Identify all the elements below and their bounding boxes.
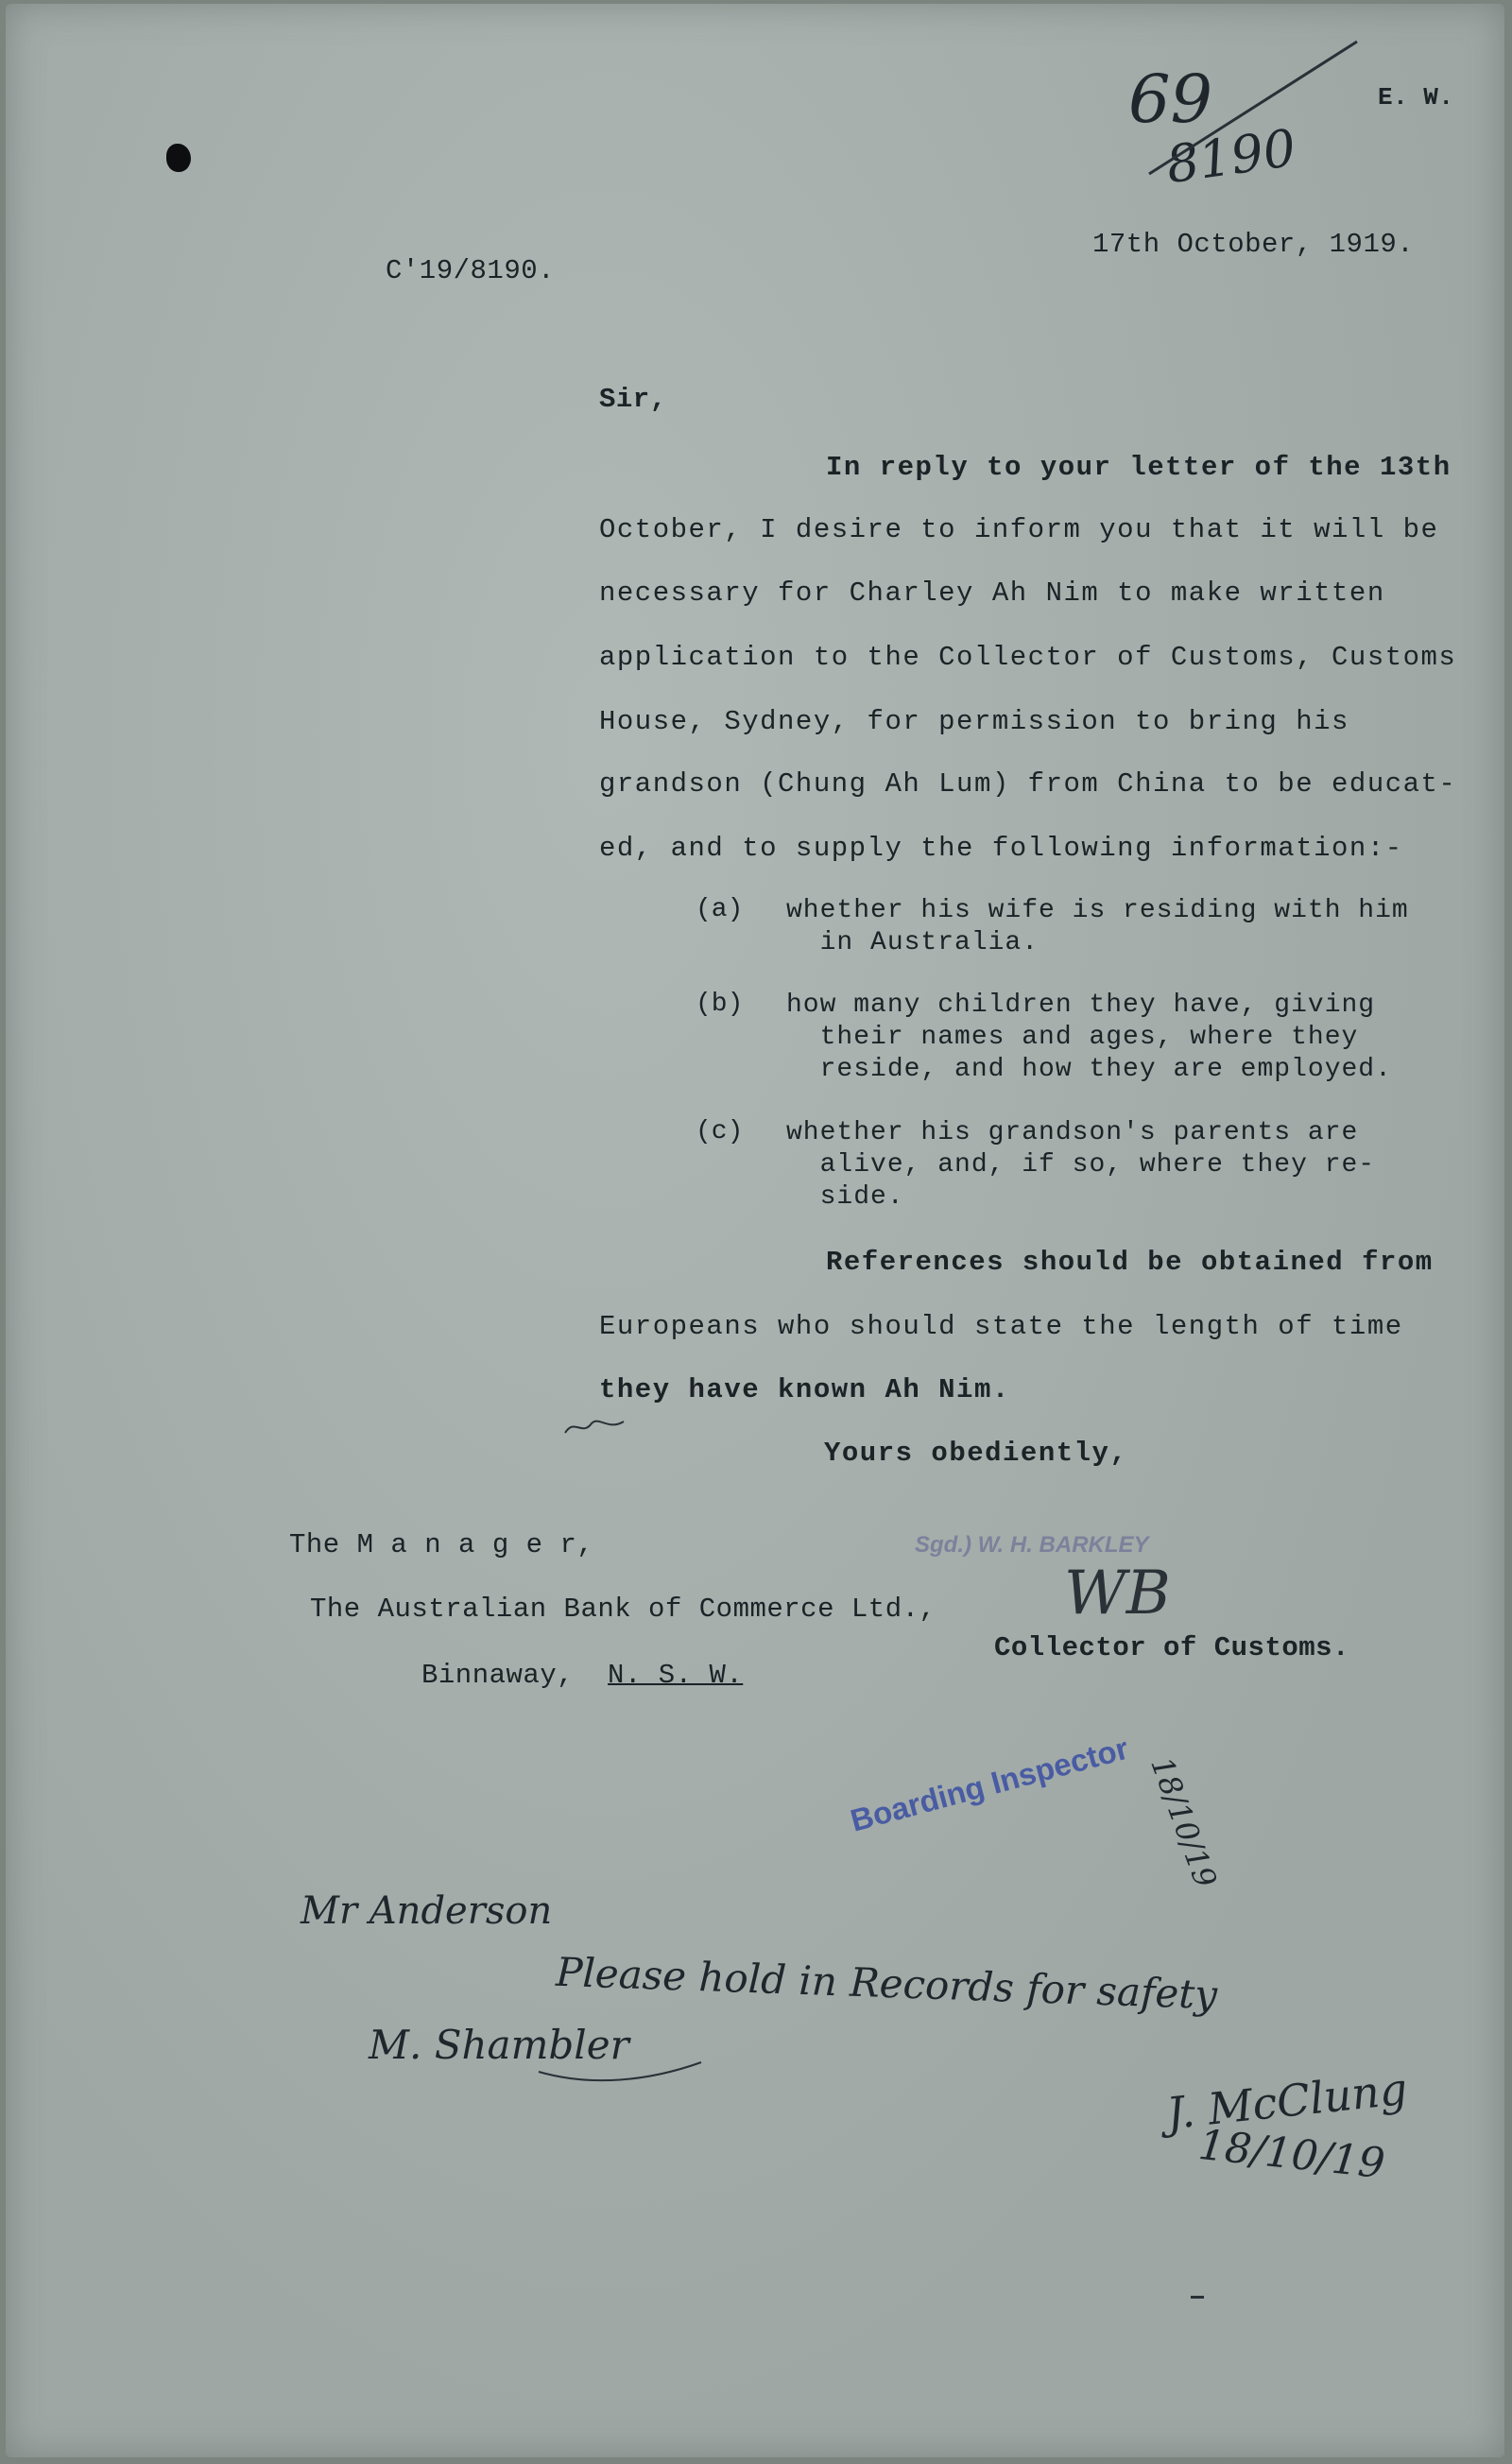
handwritten-signature-bottom: J. McClung — [1163, 2062, 1410, 2140]
signatory-title: Collector of Customs. — [994, 1632, 1349, 1663]
handwritten-note-instruction: Please hold in Records for safety — [555, 1948, 1218, 2019]
document-page — [6, 4, 1504, 2457]
references-line: References should be obtained from — [826, 1247, 1434, 1278]
handwritten-note-addressee: Mr Anderson — [301, 1889, 553, 1933]
list-label: (b) — [696, 990, 744, 1019]
signature-stamp: Sgd.) W. H. BARKLEY — [915, 1532, 1149, 1558]
body-line: ed, and to supply the following information:- — [599, 833, 1403, 864]
list-text: whether his grandson's parents are alive, and, if so, where they re- side. — [786, 1118, 1376, 1212]
letter-date: 17th October, 1919. — [1092, 229, 1415, 260]
address-town: Binnaway, — [421, 1660, 575, 1691]
handwritten-date-small: 18/10/19 — [1143, 1752, 1225, 1893]
body-line: grandson (Chung Ah Lum) from China to be educat- — [599, 768, 1457, 800]
punch-hole — [166, 144, 191, 172]
salutation: Sir, — [599, 384, 667, 415]
list-text: how many children they have, giving their names and ages, where they reside, and how they are employed. — [786, 991, 1392, 1084]
signature-initials: WB — [1064, 1559, 1171, 1628]
body-line: In reply to your letter of the 13th — [826, 452, 1452, 483]
references-line: Europeans who should state the length of time — [599, 1311, 1403, 1342]
body-line: October, I desire to inform you that it will be — [599, 514, 1439, 545]
list-label: (a) — [696, 895, 744, 924]
address-line-3 — [421, 1660, 743, 1691]
file-number-slash — [1140, 32, 1366, 183]
boarding-inspector-stamp: Boarding Inspector — [847, 1730, 1132, 1838]
list-label: (c) — [696, 1117, 744, 1146]
file-number-sub-handwritten: 8190 — [1162, 117, 1300, 196]
handwritten-note-signature: M. Shambler — [369, 2022, 629, 2068]
body-line: House, Sydney, for permission to bring his — [599, 706, 1349, 737]
handwritten-date-bottom: 18/10/19 — [1195, 2120, 1387, 2189]
address-state: N. S. W. — [608, 1660, 744, 1691]
file-number-handwritten: 69 — [1128, 60, 1213, 138]
references-line: they have known Ah Nim. — [599, 1374, 1010, 1405]
address-line-2: The Australian Bank of Commerce Ltd., — [310, 1594, 936, 1625]
note-signature-flourish — [535, 2053, 705, 2091]
body-line: necessary for Charley Ah Nim to make written — [599, 577, 1385, 609]
address-line-1: The M a n a g e r, — [289, 1529, 594, 1560]
body-line: application to the Collector of Customs, Customs — [599, 642, 1457, 673]
pen-mark — [561, 1412, 627, 1440]
bottom-dash — [1191, 2296, 1204, 2299]
initials-top: E. W. — [1378, 83, 1454, 112]
list-text: whether his wife is residing with him in Australia. — [786, 896, 1409, 957]
closing: Yours obediently, — [824, 1438, 1128, 1469]
reference-number: C'19/8190. — [386, 255, 556, 286]
